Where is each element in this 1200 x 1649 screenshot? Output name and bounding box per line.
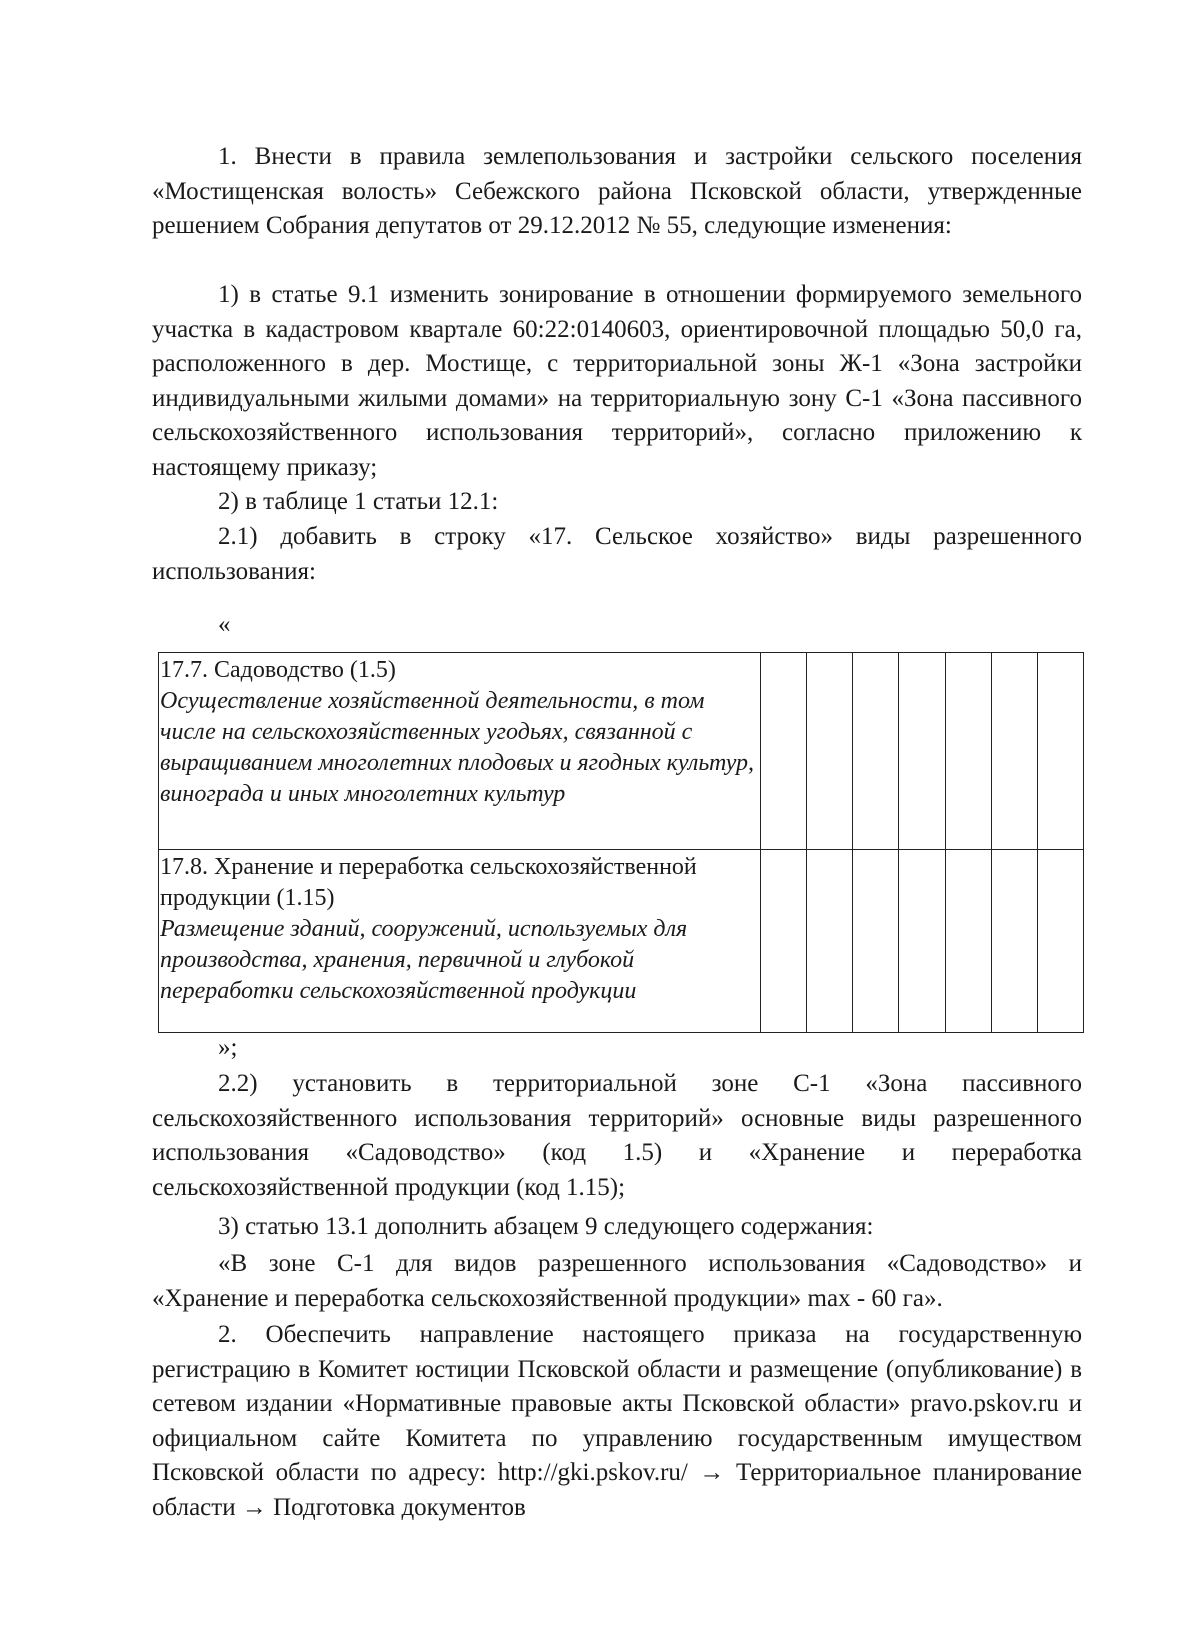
table-cell-empty	[945, 653, 991, 850]
table-cell-empty	[853, 653, 899, 850]
quote-open: «	[218, 611, 231, 638]
item1-sub3-text: «В зоне С-1 для видов разрешенного использования «Садоводство» и «Хранение и переработка сельскохозяйственной продукции» max - 60 га».	[152, 1250, 1082, 1312]
entry-description: Осуществление хозяйственной деятельности, в том числе на сельскохозяйственных угодьях, связанной с выращиванием многолетних плодовых и ягодных культур, винограда и иных многолетних культур	[160, 688, 755, 807]
table-cell-empty	[1037, 850, 1083, 1033]
table-cell-empty	[807, 653, 853, 850]
table-cell-empty	[807, 850, 853, 1033]
entry-title: 17.7. Садоводство (1.5)	[160, 657, 396, 683]
table-cell-description	[159, 653, 761, 850]
item1-sub2-1: 2.1) добавить в строку «17. Сельское хозяйство» виды разрешенного использования:	[152, 523, 1082, 585]
entry-description: Размещение зданий, сооружений, используемых для производства, хранения, первичной и глубокой переработки сельскохозяйственной продукции	[160, 916, 688, 1004]
item1-sub2: 2) в таблице 1 статьи 12.1:	[218, 488, 499, 515]
item1-intro: 1. Внести в правила землепользования и застройки сельского поселения «Мостищенская волость» Себежского района Псковской области, утвержденные решением Собрания депутатов от 29.12.2012 № 55, следующие изменения:	[152, 143, 1082, 239]
table-cell-empty	[853, 850, 899, 1033]
table-cell-description	[159, 850, 761, 1033]
item2: 2. Обеспечить направление настоящего приказа на государственную регистрацию в Комитет юстиции Псковской области и размещение (опубликование) в сетевом издании «Нормативные правовые акты Псковской области» pravo.pskov.ru и официальном сайте Комитета по управлению государственным имуществом Псковской области по адресу: http://gki.pskov.ru/ → Территориальное планирование области → Подготовка документов	[152, 1321, 1082, 1521]
table-cell-empty	[761, 653, 807, 850]
land-use-table	[158, 652, 1084, 1033]
table-cell-empty	[899, 653, 945, 850]
table-cell-empty	[761, 850, 807, 1033]
table-cell-empty	[991, 850, 1037, 1033]
table-row	[159, 653, 1084, 850]
item1-sub3: 3) статью 13.1 дополнить абзацем 9 следующего содержания:	[218, 1213, 874, 1240]
entry-title: 17.8. Хранение и переработка сельскохозяйственной продукции (1.15)	[160, 854, 697, 911]
quote-close: »;	[218, 1034, 238, 1061]
table-cell-empty	[1037, 653, 1083, 850]
table-cell-empty	[991, 653, 1037, 850]
item1-sub1: 1) в статье 9.1 изменить зонирование в отношении формируемого земельного участка в кадастровом квартале 60:22:0140603, ориентировочной площадью 50,0 га, расположенного в дер. Мостище, с территориальной зоны Ж-1 «Зона застройки индивидуальными жилыми домами» на территориальную зону С-1 «Зона пассивного сельскохозяйственного использования территорий», согласно приложению к настоящему приказу;	[152, 281, 1082, 481]
table-cell-empty	[899, 850, 945, 1033]
table-row	[159, 850, 1084, 1033]
item1-sub2-2: 2.2) установить в территориальной зоне С-1 «Зона пассивного сельскохозяйственного использования территорий» основные виды разрешенного использования «Садоводство» (код 1.5) и «Хранение и переработка сельскохозяйственной продукции (код 1.15);	[152, 1070, 1082, 1201]
table-cell-empty	[945, 850, 991, 1033]
